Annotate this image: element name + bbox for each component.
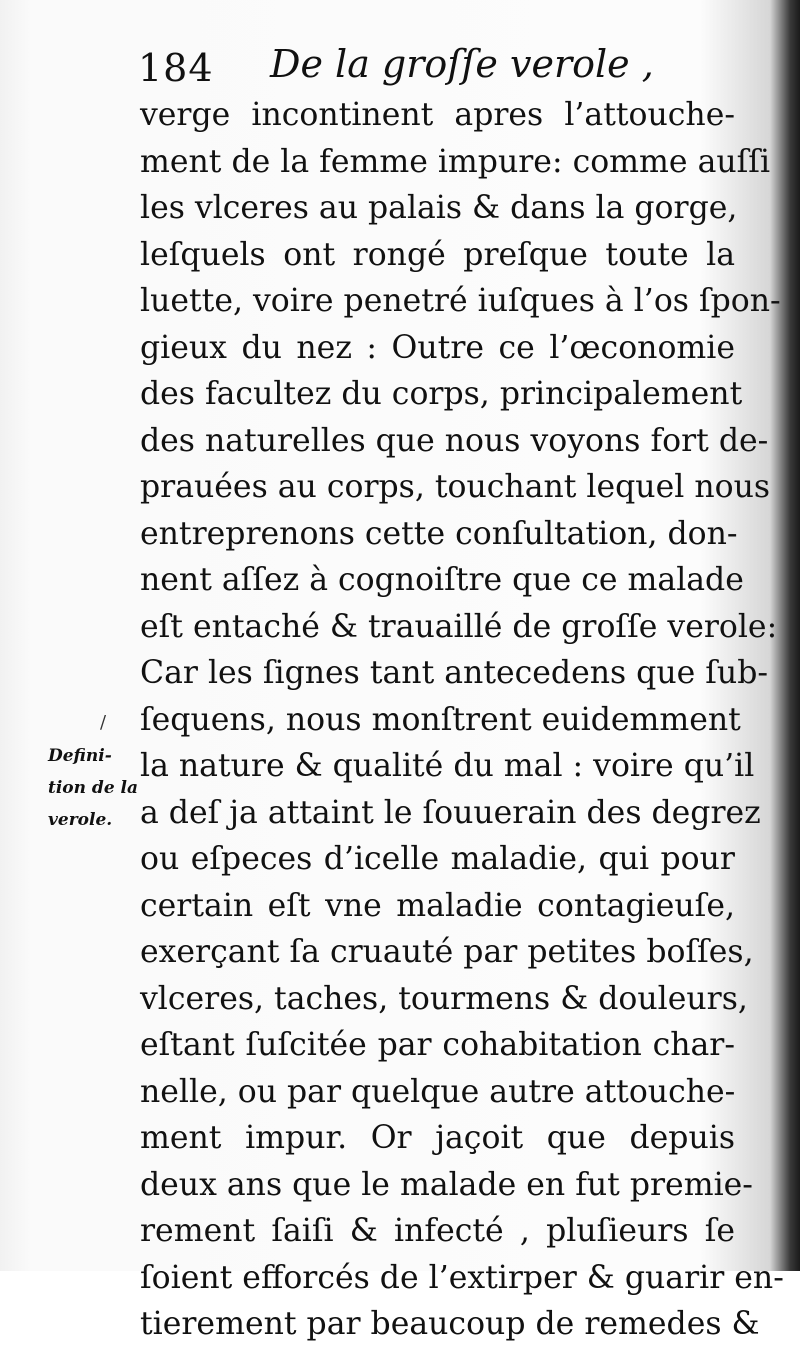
text-line: ſoient efforcés de l’extirper & guarir en- (140, 1259, 784, 1296)
text-line: nelle, ou par quelque autre attouche- (140, 1073, 736, 1110)
running-title: De la groſſe verole , (270, 42, 654, 86)
text-line: la nature & qualité du mal : voire qu’il (140, 748, 755, 784)
marginal-note-line: verole. (48, 810, 113, 830)
text-line: ou eſpeces d’icelle maladie, qui pour (140, 841, 735, 877)
marginal-tick-mark: / (100, 712, 107, 733)
text-line: certain eſt vne maladie contagieuſe, (140, 887, 735, 924)
text-line: verge incontinent apres l’attouche- (140, 97, 735, 133)
text-line: Car les ſignes tant antecedens que ſub- (140, 655, 769, 691)
text-line: des naturelles que nous voyons fort de- (140, 422, 769, 459)
text-line: deux ans que le malade en fut premie- (140, 1166, 753, 1203)
text-line: nent aſſez à cognoiſtre que ce malade (140, 562, 744, 598)
text-line: prauées au corps, touchant lequel nous (140, 469, 771, 505)
page-header (138, 40, 738, 90)
text-line: exerçant ſa cruauté par petites boſſes, (140, 934, 754, 970)
text-line: eſtant ſuſcitée par cohabitation char- (140, 1027, 735, 1063)
body-text (140, 92, 784, 1348)
text-line: entreprenons cette conſultation, don- (140, 515, 738, 552)
text-line: rement ſaiſi & infecté , pluſieurs ſe (140, 1213, 735, 1249)
marginal-note-line: Defini- (48, 746, 112, 766)
text-line: gieux du nez : Outre ce l’œconomie (140, 329, 735, 366)
text-line: ment de la femme impure: comme auſſi (140, 143, 771, 180)
marginal-note (48, 740, 140, 836)
text-line: luette, voire penetré iuſques à l’os ſpon- (140, 283, 781, 319)
text-line: des facultez du corps, principalement (140, 376, 743, 412)
text-line: les vlceres au palais & dans la gorge, (140, 190, 738, 226)
text-line: vlceres, taches, tourmens & douleurs, (140, 980, 748, 1017)
text-line: eſt entaché & trauaillé de groſſe verole: (140, 608, 778, 645)
text-line: leſquels ont rongé preſque toute la (140, 236, 735, 273)
text-line: a deſ ja attaint le ſouuerain des degrez (140, 794, 761, 831)
text-line: ment impur. Or jaçoit que depuis (140, 1120, 735, 1156)
marginal-note-line: tion de la (48, 778, 139, 798)
text-line: ſequens, nous monſtrent euidemment (140, 701, 741, 738)
page-number: 184 (138, 46, 214, 90)
text-line: tierement par beaucoup de remedes & (140, 1306, 760, 1342)
